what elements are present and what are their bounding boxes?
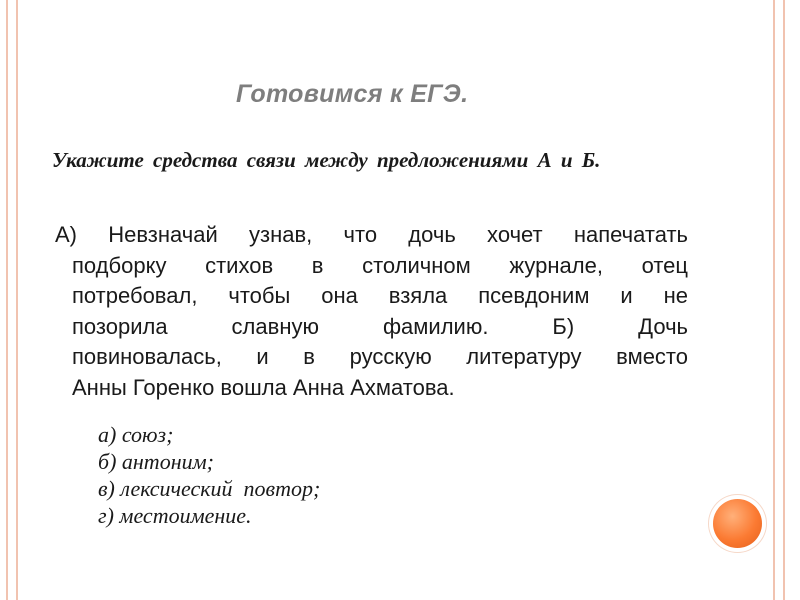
slide-title: Готовимся к ЕГЭ.: [236, 80, 469, 108]
task-instruction: Укажите средства связи между предложениями А и Б.: [52, 148, 601, 172]
passage-line: подборку стихов в столичном журнале, отец: [72, 252, 688, 278]
answer-options: [98, 421, 498, 529]
left-frame-line-outer: [6, 0, 8, 600]
right-frame-line-inner: [773, 0, 775, 600]
passage-line: потребовал, чтобы она взяла псевдоним и не: [72, 283, 688, 308]
left-frame-line-inner: [16, 0, 18, 600]
answer-option-d: г) местоимение.: [98, 503, 252, 528]
answer-option-c: в) лексический повтор;: [98, 476, 321, 501]
decorative-orange-dot: [713, 499, 762, 548]
right-frame-line-outer: [783, 0, 785, 600]
passage-line: позорила славную фамилию. Б) Дочь: [72, 313, 688, 339]
answer-option-b: б) антоним;: [98, 449, 214, 474]
passage-line: повиновалась, и в русскую литературу вместо: [72, 344, 688, 369]
text-passage: [55, 220, 688, 403]
passage-line: Анны Горенко вошла Анна Ахматова.: [72, 374, 455, 400]
answer-option-a: а) союз;: [98, 422, 174, 447]
passage-line: А) Невзначай узнав, что дочь хочет напечатать: [55, 222, 688, 247]
